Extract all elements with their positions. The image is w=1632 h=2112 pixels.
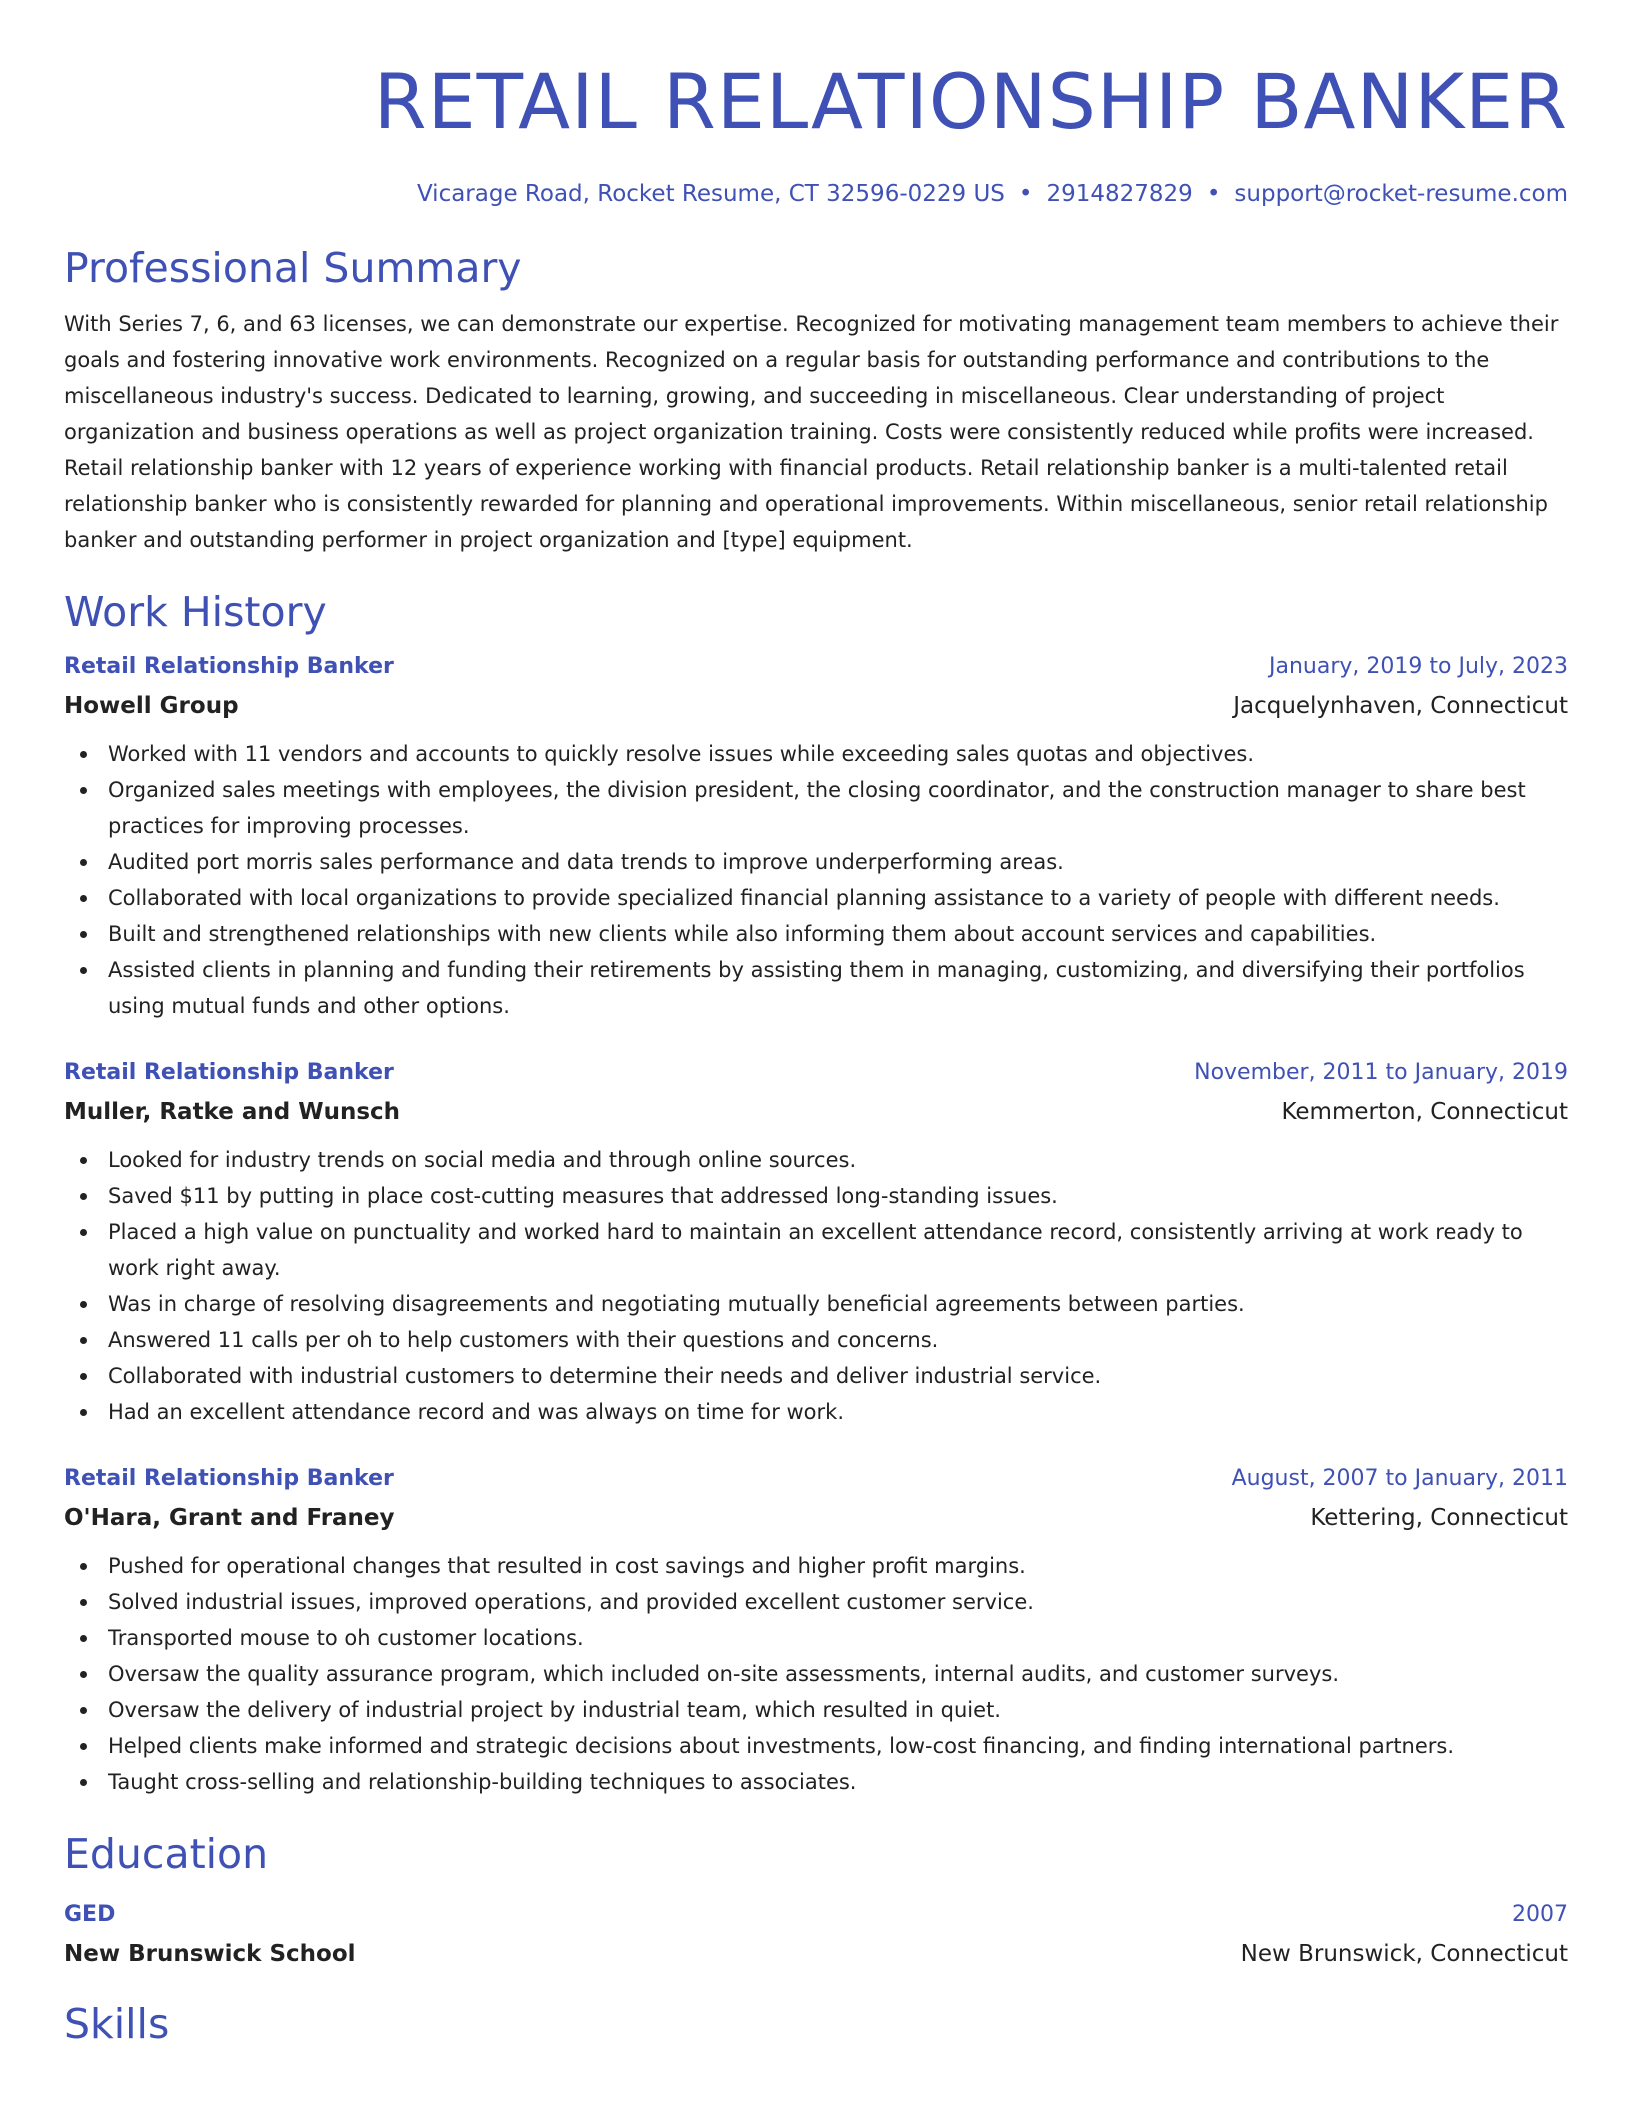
job-top-row xyxy=(64,1054,1568,1092)
summary-text: With Series 7, 6, and 63 licenses, we can demonstrate our expertise. Recognized for motivating management team members to achieve their goals and fostering innovative work environments. Recognized on a regular basis for outstanding performance and contributions to the miscellaneous industry's success. Dedicated to learning, growing, and succeeding in miscellaneous. Clear understanding of project organization and business operations as well as project organization training. Costs were consistently reduced while profits were increased. Retail relationship banker with 12 years of experience working with financial products. Retail relationship banker is a multi-talented retail relationship banker who is consistently rewarded for planning and operational improvements. Within miscellaneous, senior retail relationship banker and outstanding performer in project organization and [type] equipment. xyxy=(64,312,1559,552)
job-bullet-list xyxy=(64,736,1568,1024)
summary-section xyxy=(64,240,1568,558)
job-company: Muller, Ratke and Wunsch xyxy=(64,1099,401,1125)
job-bullet: Pushed for operational changes that resulted in cost savings and higher profit margins. xyxy=(64,1548,1568,1584)
education-location: New Brunswick, Connecticut xyxy=(1240,1941,1568,1967)
education-section xyxy=(64,1826,1568,1974)
job-bullet: Placed a high value on punctuality and worked hard to maintain an excellent attendance record, consistently arriving at work ready to work right away. xyxy=(64,1214,1568,1286)
candidate-name: RETAIL RELATIONSHIP BANKER xyxy=(373,57,1568,146)
contact-separator: • xyxy=(1206,181,1221,207)
job-bullet: Oversaw the quality assurance program, which included on-site assessments, internal audits, and customer surveys. xyxy=(64,1656,1568,1692)
job-company: Howell Group xyxy=(64,693,239,719)
education-heading: Education xyxy=(64,1830,269,1878)
job-dates: November, 2011 to January, 2019 xyxy=(1194,1060,1568,1085)
education-top-row xyxy=(64,1896,1568,1934)
job-location: Kettering, Connecticut xyxy=(1310,1505,1568,1531)
job-entry xyxy=(64,1054,1568,1430)
summary-heading: Professional Summary xyxy=(64,244,522,292)
job-bullet: Helped clients make informed and strategic decisions about investments, low-cost financing, and finding international partners. xyxy=(64,1728,1568,1764)
job-bullet: Transported mouse to oh customer locations. xyxy=(64,1620,1568,1656)
education-year: 2007 xyxy=(1512,1902,1568,1927)
job-bullet: Audited port morris sales performance and data trends to improve underperforming areas. xyxy=(64,844,1568,880)
job-bullet: Taught cross-selling and relationship-building techniques to associates. xyxy=(64,1764,1568,1800)
job-location: Jacquelynhaven, Connecticut xyxy=(1233,693,1568,719)
education-school: New Brunswick School xyxy=(64,1941,356,1967)
job-bullet-list xyxy=(64,1548,1568,1800)
job-entry xyxy=(64,648,1568,1024)
job-bottom-row xyxy=(64,686,1568,726)
job-bullet: Worked with 11 vendors and accounts to quickly resolve issues while exceeding sales quotas and objectives. xyxy=(64,736,1568,772)
contact-phone: 2914827829 xyxy=(1046,181,1193,207)
skills-heading: Skills xyxy=(64,2000,170,2048)
contact-line xyxy=(64,178,1568,210)
job-bullet: Answered 11 calls per oh to help customers with their questions and concerns. xyxy=(64,1322,1568,1358)
job-title: Retail Relationship Banker xyxy=(64,1060,394,1085)
job-bullet: Saved $11 by putting in place cost-cutting measures that addressed long-standing issues. xyxy=(64,1178,1568,1214)
education-bottom-row xyxy=(64,1934,1568,1974)
job-bullet: Solved industrial issues, improved operations, and provided excellent customer service. xyxy=(64,1584,1568,1620)
resume-header xyxy=(64,0,1568,210)
job-dates: January, 2019 to July, 2023 xyxy=(1269,654,1568,679)
job-bullet: Collaborated with local organizations to provide specialized financial planning assistance to a variety of people with different needs. xyxy=(64,880,1568,916)
job-location: Kemmerton, Connecticut xyxy=(1281,1099,1568,1125)
job-top-row xyxy=(64,1460,1568,1498)
job-title: Retail Relationship Banker xyxy=(64,1466,394,1491)
work-history-section xyxy=(64,584,1568,1800)
contact-address: Vicarage Road, Rocket Resume, CT 32596-0229 US xyxy=(416,181,1005,207)
work-history-heading: Work History xyxy=(64,588,327,636)
job-bullet: Collaborated with industrial customers to determine their needs and deliver industrial service. xyxy=(64,1358,1568,1394)
job-bullet: Assisted clients in planning and funding their retirements by assisting them in managing, customizing, and diversifying their portfolios using mutual funds and other options. xyxy=(64,952,1568,1024)
contact-separator: • xyxy=(1018,181,1033,207)
job-dates: August, 2007 to January, 2011 xyxy=(1231,1466,1568,1491)
job-title: Retail Relationship Banker xyxy=(64,654,394,679)
job-bullet: Looked for industry trends on social media and through online sources. xyxy=(64,1142,1568,1178)
job-bottom-row xyxy=(64,1498,1568,1538)
contact-email[interactable]: support@rocket-resume.com xyxy=(1234,181,1568,207)
job-list xyxy=(64,648,1568,1800)
job-bullet: Had an excellent attendance record and was always on time for work. xyxy=(64,1394,1568,1430)
job-bullet: Was in charge of resolving disagreements and negotiating mutually beneficial agreements between parties. xyxy=(64,1286,1568,1322)
education-entry xyxy=(64,1896,1568,1974)
education-degree: GED xyxy=(64,1902,116,1927)
job-entry xyxy=(64,1460,1568,1800)
job-bullet: Built and strengthened relationships with new clients while also informing them about account services and capabilities. xyxy=(64,916,1568,952)
job-company: O'Hara, Grant and Franey xyxy=(64,1505,395,1531)
job-top-row xyxy=(64,648,1568,686)
job-bullet: Oversaw the delivery of industrial project by industrial team, which resulted in quiet. xyxy=(64,1692,1568,1728)
job-bullet: Organized sales meetings with employees, the division president, the closing coordinator, and the construction manager to share best practices for improving processes. xyxy=(64,772,1568,844)
job-bottom-row xyxy=(64,1092,1568,1132)
skills-section xyxy=(64,1996,1568,2052)
resume-page xyxy=(64,0,1568,2052)
job-bullet-list xyxy=(64,1142,1568,1430)
